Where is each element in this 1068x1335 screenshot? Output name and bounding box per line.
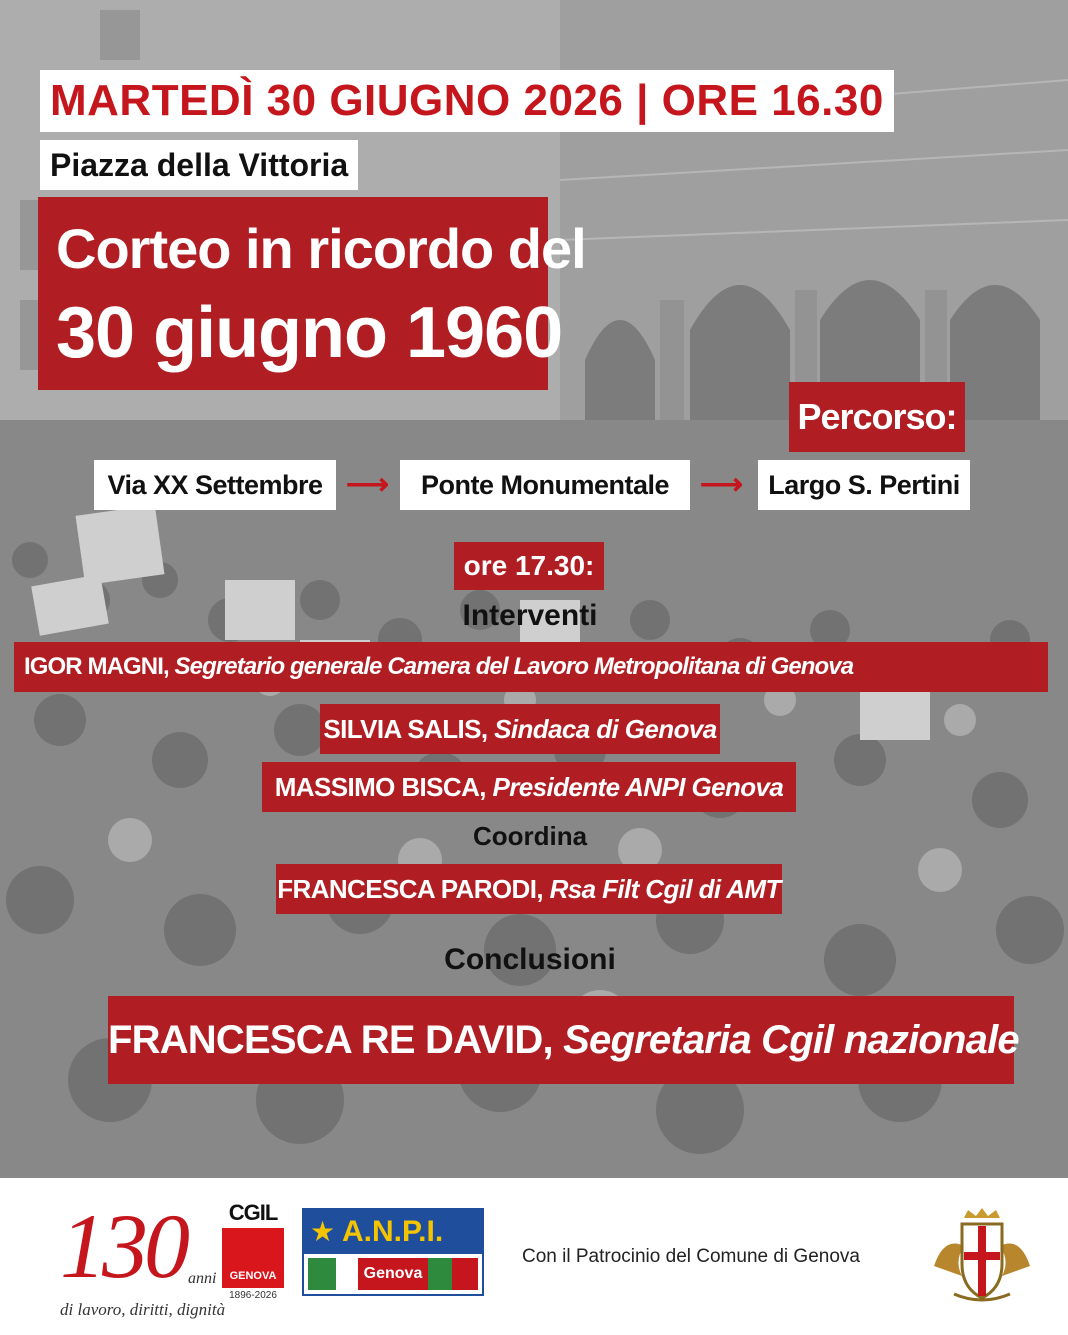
- speaker-role: Segretario generale Camera del Lavoro Metropolitana di Genova: [174, 653, 854, 680]
- event-title-box: [38, 197, 586, 390]
- anpi-logo: [302, 1208, 484, 1296]
- arrow-right-icon: ⟶: [700, 468, 744, 501]
- route-stop: Largo S. Pertini: [758, 460, 970, 510]
- route-stop: Ponte Monumentale: [400, 460, 690, 510]
- speaker-row: [14, 642, 1048, 692]
- anniversary-word: anni: [188, 1270, 217, 1287]
- arrow-right-icon: ⟶: [346, 468, 390, 501]
- closing-speaker: [108, 996, 1019, 1084]
- anniversary-logo: [60, 1195, 226, 1326]
- speaker-role: Sindaca di Genova: [494, 714, 717, 744]
- closing-role: Segretaria Cgil nazionale: [563, 1018, 1019, 1062]
- footer: [0, 1178, 1068, 1335]
- speaker-name: MASSIMO BISCA,: [274, 772, 486, 802]
- event-place: Piazza della Vittoria: [40, 140, 358, 190]
- anniversary-number: 130: [60, 1195, 186, 1297]
- cgil-name: CGIL: [228, 1200, 278, 1225]
- speaker-role: Presidente ANPI Genova: [492, 772, 784, 802]
- moderator-name: FRANCESCA PARODI,: [277, 874, 543, 904]
- star-icon: ★: [310, 1216, 336, 1247]
- event-title-line1: Corteo in ricordo del: [56, 217, 586, 280]
- program-heading: Interventi: [462, 599, 598, 632]
- program-time: ore 17.30:: [454, 542, 604, 590]
- route-label: Percorso:: [789, 382, 965, 452]
- cgil-logo: [222, 1200, 284, 1308]
- cgil-years: 1896-2026: [229, 1290, 277, 1301]
- closing-name: FRANCESCA RE DAVID,: [108, 1018, 553, 1062]
- moderator-row: [276, 864, 782, 914]
- event-title-line2: 30 giugno 1960: [56, 293, 563, 373]
- route-stop: Via XX Settembre: [94, 460, 336, 510]
- patronage-text: Con il Patrocinio del Comune di Genova: [522, 1246, 860, 1267]
- speaker-row: [262, 762, 796, 812]
- cgil-city: GENOVA: [229, 1270, 277, 1282]
- speaker-row: [320, 704, 720, 754]
- anniversary-motto: di lavoro, diritti, dignità: [60, 1300, 226, 1319]
- conclusions-heading: Conclusioni: [444, 943, 616, 976]
- anpi-city: Genova: [363, 1265, 423, 1282]
- anpi-flag-stripes: [304, 1254, 482, 1294]
- moderator-role: Rsa Filt Cgil di AMT: [549, 874, 781, 904]
- anpi-name: A.N.P.I.: [342, 1215, 444, 1248]
- moderator-heading: Coordina: [472, 821, 588, 851]
- event-date-time: MARTEDÌ 30 GIUGNO 2026 | ORE 16.30: [40, 70, 894, 132]
- speaker-name: IGOR MAGNI,: [24, 653, 169, 680]
- speaker-name: SILVIA SALIS,: [323, 714, 488, 744]
- genova-coat-of-arms-icon: [924, 1206, 1040, 1306]
